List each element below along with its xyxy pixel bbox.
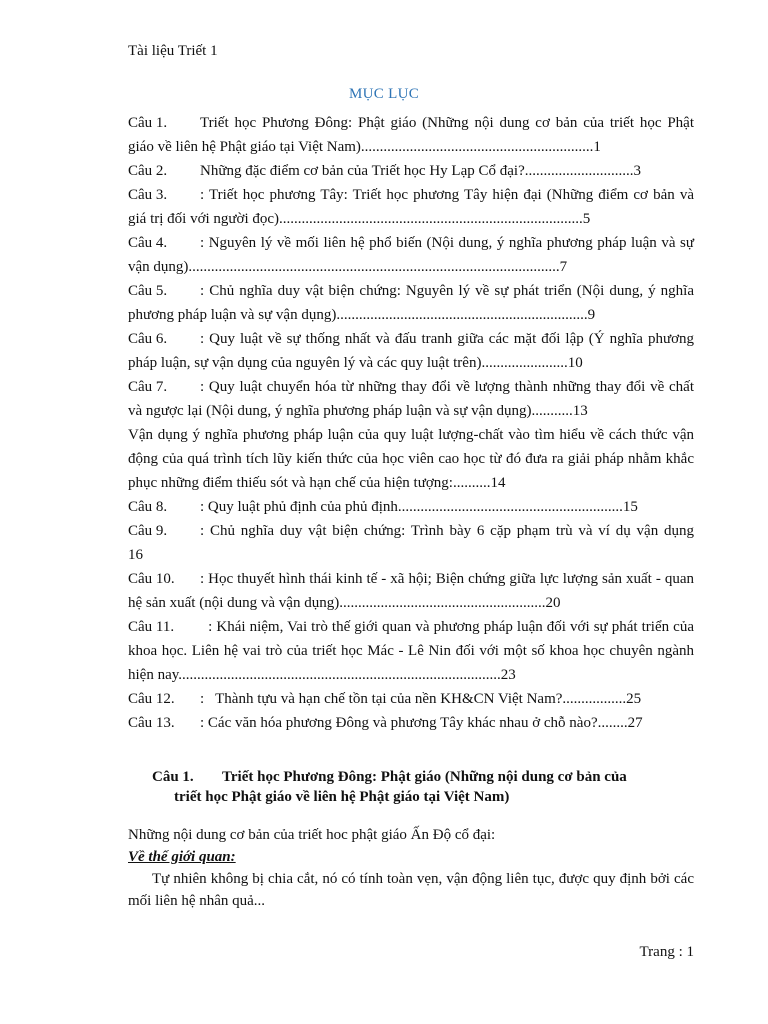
toc-entry[interactable] [128, 495, 694, 519]
toc-entry-number: Câu 6. [128, 331, 168, 347]
subheading: Về thế giới quan: [128, 849, 236, 865]
toc-entry-number: Câu 10. [128, 571, 175, 587]
section-number: Câu 1. [152, 769, 194, 785]
toc-entry-text: : Chủ nghĩa duy vật biện chứng: Nguyên lý về sự phát triển (Nội dung, ý nghĩa phương pháp luận và sự vận dụng)...................................................................9 [128, 283, 698, 323]
toc-entry-number: Câu 1. [128, 115, 168, 131]
toc-entry-number: Câu 13. [128, 715, 175, 731]
page-footer: Trang : 1 [639, 944, 694, 960]
toc-entry[interactable] [128, 615, 698, 687]
toc-entry-number: Câu 9. [128, 523, 168, 539]
toc-entry-text: : Chủ nghĩa duy vật biện chứng: Trình bày 6 cặp phạm trù và ví dụ vận dụng 16 [128, 523, 724, 563]
table-of-contents [128, 111, 724, 735]
toc-entry-text: : Thành tựu và hạn chế tồn tại của nền KH&CN Việt Nam?.................25 [200, 691, 642, 707]
section-title-line1: Triết học Phương Đông: Phật giáo (Những nội dung cơ bản của [222, 769, 627, 785]
toc-entry[interactable] [128, 159, 694, 183]
toc-entry-number: Câu 12. [128, 691, 175, 707]
toc-entry-text: : Quy luật phủ định của phủ định............................................................15 [200, 499, 638, 515]
toc-entry-text: : Quy luật về sự thống nhất và đấu tranh giữa các mặt đối lập (Ý nghĩa phương pháp luận, sự vận dụng của nguyên lý và các quy luật trên).......................10 [128, 331, 698, 371]
toc-entry[interactable] [128, 567, 698, 615]
page-header: Tài liệu Triết 1 [128, 43, 218, 59]
intro-text: Những nội dung cơ bản của triết hoc phật giáo Ấn Độ cổ đại: [128, 827, 496, 843]
toc-entry-text: : Nguyên lý về mối liên hệ phổ biến (Nội dung, ý nghĩa phương pháp luận và sự vận dụng)...................................................................................................7 [128, 235, 698, 275]
toc-entry[interactable] [128, 111, 698, 159]
toc-entry-text: : Quy luật chuyển hóa từ những thay đổi về lượng thành những thay đổi về chất và ngược lại (Nội dung, ý nghĩa phương pháp luận và sự vận dụng)...........13 [128, 379, 698, 419]
toc-entry-text: : Các văn hóa phương Đông và phương Tây khác nhau ở chỗ nào?........27 [200, 715, 643, 731]
toc-entry[interactable] [128, 375, 698, 423]
toc-entry-number: Câu 3. [128, 187, 168, 203]
toc-entry-text: : Học thuyết hình thái kinh tế - xã hội; Biện chứng giữa lực lượng sản xuất - quan hệ sản xuất (nội dung và vận dụng).......................................................20 [128, 571, 698, 611]
section-body [128, 824, 694, 912]
toc-entry-number: Câu 2. [128, 163, 168, 179]
toc-entry-text: Triết học Phương Đông: Phật giáo (Những nội dung cơ bản của triết học Phật giáo về liên hệ Phật giáo tại Việt Nam)..............................................................1 [128, 115, 698, 155]
section-heading [152, 767, 682, 807]
toc-entry[interactable] [128, 327, 698, 375]
toc-entry-number: Câu 7. [128, 379, 168, 395]
toc-entry-text: Vận dụng ý nghĩa phương pháp luận của quy luật lượng-chất vào tìm hiểu về cách thức vận động của quá trình tích lũy kiến thức của học viên cao học từ đó đưa ra giải pháp nhằm khắc phục những điểm thiếu sót và hạn chế của hiện tượng:..........14 [128, 427, 698, 491]
toc-entry-number: Câu 5. [128, 283, 168, 299]
toc-entry-number: Câu 8. [128, 499, 168, 515]
toc-entry[interactable] [128, 687, 694, 711]
toc-entry-number: Câu 11. [128, 619, 175, 635]
toc-entry-text: : Khái niệm, Vai trò thế giới quan và phương pháp luận đối với sự phát triển của khoa học. Liên hệ vai trò của triết học Mác - Lê Nin đối với một số khoa học chuyên ngành hiện nay......................................................................................23 [128, 619, 698, 683]
body-paragraph: Tự nhiên không bị chia cắt, nó có tính toàn vẹn, vận động liên tục, được quy định bởi các mối liên hệ nhân quả... [128, 871, 694, 909]
toc-entry[interactable] [128, 423, 698, 495]
toc-title: MỤC LỤC [348, 86, 420, 102]
toc-entry[interactable] [128, 231, 698, 279]
section-title-line2: triết học Phật giáo về liên hệ Phật giáo tại Việt Nam) [174, 789, 510, 805]
toc-entry[interactable] [128, 711, 694, 735]
toc-entry[interactable] [128, 183, 698, 231]
toc-entry-text: : Triết học phương Tây: Triết học phương Tây hiện đại (Những điểm cơ bản và giá trị đối với người đọc).................................................................................5 [128, 187, 698, 227]
toc-entry[interactable] [128, 519, 724, 567]
toc-entry-number: Câu 4. [128, 235, 168, 251]
toc-entry[interactable] [128, 279, 698, 327]
toc-entry-text: Những đặc điểm cơ bản của Triết học Hy Lạp Cổ đại?.............................3 [200, 163, 641, 179]
